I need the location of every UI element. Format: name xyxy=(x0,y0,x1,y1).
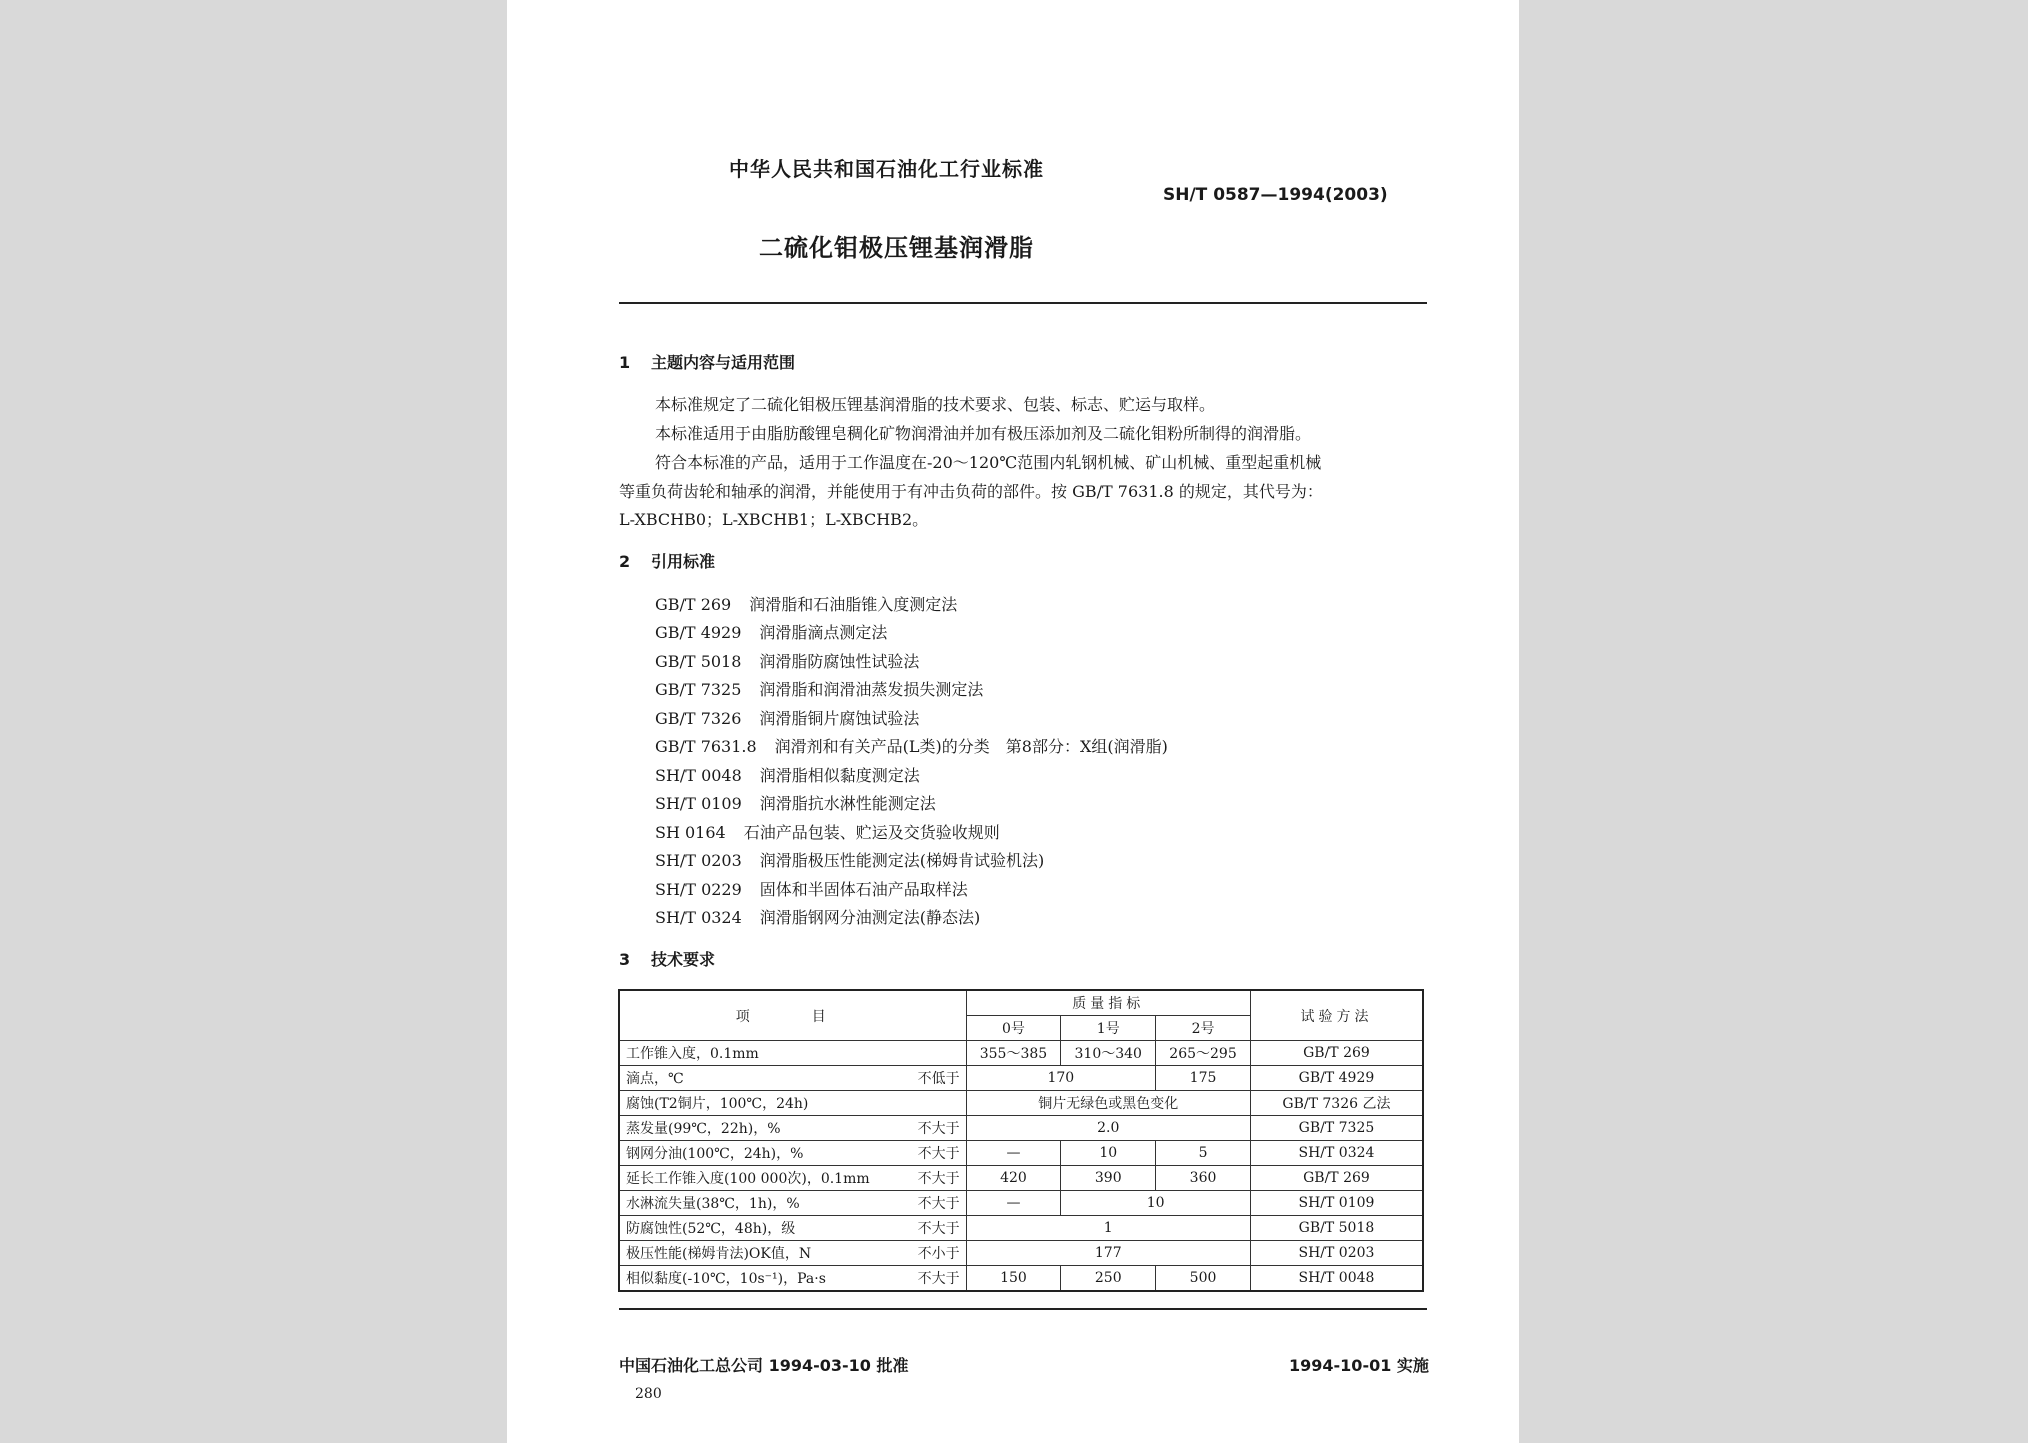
reference-item xyxy=(655,734,1168,757)
effective-date: 1994-10-01 实施 xyxy=(1289,1356,1429,1375)
section-title: 引用标准 xyxy=(651,552,716,571)
value-cell: — xyxy=(966,1141,1061,1166)
reference-item xyxy=(655,820,1000,843)
ministry-heading: 中华人民共和国石油化工行业标准 xyxy=(729,157,1044,181)
standard-code: SH/T 0587—1994(2003) xyxy=(1163,185,1388,205)
value-cell: 265～295 xyxy=(1156,1041,1251,1066)
reference-code: GB/T 4929 xyxy=(655,623,742,642)
table-row xyxy=(619,1216,1423,1241)
method-cell: SH/T 0203 xyxy=(1250,1241,1423,1266)
reference-title: 润滑剂和有关产品(L类)的分类 第8部分：X组(润滑脂) xyxy=(774,737,1168,756)
method-cell: GB/T 7325 xyxy=(1250,1116,1423,1141)
row-item: 钢网分油(100℃，24h)，% 不大于 xyxy=(619,1141,966,1166)
row-item: 防腐蚀性(52℃，48h)，级 不大于 xyxy=(619,1216,966,1241)
section-1-heading xyxy=(619,350,795,373)
reference-code: GB/T 7631.8 xyxy=(655,737,757,756)
value-cell: 420 xyxy=(966,1166,1061,1191)
page-number: 280 xyxy=(635,1386,662,1402)
section-number: 3 xyxy=(619,950,631,969)
section-number: 2 xyxy=(619,552,631,571)
reference-item xyxy=(655,592,957,615)
reference-item xyxy=(655,763,920,786)
reference-item xyxy=(655,791,936,814)
reference-code: SH 0164 xyxy=(655,823,726,842)
header-grade: 1号 xyxy=(1061,1016,1156,1041)
method-cell: GB/T 4929 xyxy=(1250,1066,1423,1091)
reference-code: SH/T 0048 xyxy=(655,766,742,785)
method-cell: SH/T 0324 xyxy=(1250,1141,1423,1166)
row-item: 极压性能(梯姆肯法)OK值，N 不小于 xyxy=(619,1241,966,1266)
table-row xyxy=(619,1041,1423,1066)
value-cell: 500 xyxy=(1156,1266,1251,1292)
reference-title: 润滑脂滴点测定法 xyxy=(759,623,888,642)
reference-item xyxy=(655,877,968,900)
value-cell: 310～340 xyxy=(1061,1041,1156,1066)
reference-item xyxy=(655,649,919,672)
table-row xyxy=(619,1166,1423,1191)
header-grade: 2号 xyxy=(1156,1016,1251,1041)
table-row xyxy=(619,1241,1423,1266)
reference-title: 润滑脂抗水淋性能测定法 xyxy=(759,794,936,813)
document-page xyxy=(507,0,1519,1443)
paragraph: 本标准规定了二硫化钼极压锂基润滑脂的技术要求、包装、标志、贮运与取样。 xyxy=(655,395,1216,414)
table-row xyxy=(619,1191,1423,1216)
reference-title: 润滑脂相似黏度测定法 xyxy=(759,766,920,785)
reference-code: SH/T 0324 xyxy=(655,908,742,927)
header-method: 试验方法 xyxy=(1250,990,1423,1041)
reference-item xyxy=(655,848,1044,871)
method-cell: GB/T 7326 乙法 xyxy=(1250,1091,1423,1116)
value-cell: 铜片无绿色或黑色变化 xyxy=(966,1091,1250,1116)
section-title: 技术要求 xyxy=(651,950,716,969)
section-title: 主题内容与适用范围 xyxy=(651,353,796,372)
method-cell: GB/T 5018 xyxy=(1250,1216,1423,1241)
reference-title: 润滑脂钢网分油测定法(静态法) xyxy=(759,908,981,927)
value-cell: 175 xyxy=(1156,1066,1251,1091)
value-cell: 177 xyxy=(966,1241,1250,1266)
value-cell: 390 xyxy=(1061,1166,1156,1191)
reference-code: GB/T 5018 xyxy=(655,652,742,671)
reference-title: 润滑脂和润滑油蒸发损失测定法 xyxy=(759,680,984,699)
table-row xyxy=(619,1116,1423,1141)
reference-title: 润滑脂防腐蚀性试验法 xyxy=(759,652,920,671)
reference-title: 润滑脂和石油脂锥入度测定法 xyxy=(749,595,958,614)
value-cell: 360 xyxy=(1156,1166,1251,1191)
value-cell: 150 xyxy=(966,1266,1061,1292)
table-row xyxy=(619,1141,1423,1166)
title-divider xyxy=(619,302,1427,304)
reference-title: 固体和半固体石油产品取样法 xyxy=(759,880,968,899)
value-cell: 2.0 xyxy=(966,1116,1250,1141)
method-cell: SH/T 0109 xyxy=(1250,1191,1423,1216)
reference-code: SH/T 0109 xyxy=(655,794,742,813)
value-cell: 1 xyxy=(966,1216,1250,1241)
reference-item xyxy=(655,706,919,729)
method-cell: GB/T 269 xyxy=(1250,1166,1423,1191)
approval-note: 中国石油化工总公司 1994-03-10 批准 xyxy=(619,1356,909,1375)
value-cell: 355～385 xyxy=(966,1041,1061,1066)
row-item: 腐蚀(T2铜片，100℃，24h) xyxy=(619,1091,966,1116)
header-item: 项 目 xyxy=(619,990,966,1041)
value-cell: 250 xyxy=(1061,1266,1156,1292)
table-header-row xyxy=(619,990,1423,1016)
reference-code: GB/T 7326 xyxy=(655,709,742,728)
reference-title: 润滑脂铜片腐蚀试验法 xyxy=(759,709,920,728)
reference-item xyxy=(655,677,983,700)
table-row xyxy=(619,1266,1423,1292)
reference-code: SH/T 0203 xyxy=(655,851,742,870)
reference-item xyxy=(655,905,980,928)
value-cell: — xyxy=(966,1191,1061,1216)
section-2-heading xyxy=(619,549,715,572)
table-row xyxy=(619,1066,1423,1091)
specification-table xyxy=(618,989,1424,1292)
reference-item xyxy=(655,620,887,643)
footer-divider xyxy=(619,1308,1427,1310)
reference-code: SH/T 0229 xyxy=(655,880,742,899)
paragraph-continuation: 等重负荷齿轮和轴承的润滑，并能使用于有冲击负荷的部件。按 GB/T 7631.8 的规定，其代号为： xyxy=(619,482,1323,501)
method-cell: SH/T 0048 xyxy=(1250,1266,1423,1292)
section-number: 1 xyxy=(619,353,631,372)
header-grade: 0号 xyxy=(966,1016,1061,1041)
value-cell: 170 xyxy=(966,1066,1156,1091)
value-cell: 5 xyxy=(1156,1141,1251,1166)
reference-code: GB/T 269 xyxy=(655,595,732,614)
reference-code: GB/T 7325 xyxy=(655,680,742,699)
paragraph: 本标准适用于由脂肪酸锂皂稠化矿物润滑油并加有极压添加剂及二硫化钼粉所制得的润滑脂。 xyxy=(655,424,1312,443)
row-item: 工作锥入度，0.1mm xyxy=(619,1041,966,1066)
header-quality: 质量指标 xyxy=(966,990,1250,1016)
reference-title: 石油产品包装、贮运及交货验收规则 xyxy=(743,823,1000,842)
method-cell: GB/T 269 xyxy=(1250,1041,1423,1066)
paragraph-continuation: L-XBCHB0；L-XBCHB1；L-XBCHB2。 xyxy=(619,510,929,529)
reference-title: 润滑脂极压性能测定法(梯姆肯试验机法) xyxy=(759,851,1045,870)
row-item: 滴点，℃ 不低于 xyxy=(619,1066,966,1091)
row-item: 水淋流失量(38℃，1h)，% 不大于 xyxy=(619,1191,966,1216)
paragraph: 符合本标准的产品，适用于工作温度在-20～120℃范围内轧钢机械、矿山机械、重型起重机械 xyxy=(655,453,1322,472)
section-3-heading xyxy=(619,947,715,970)
row-item: 延长工作锥入度(100 000次)，0.1mm 不大于 xyxy=(619,1166,966,1191)
table-row xyxy=(619,1091,1423,1116)
row-item: 蒸发量(99℃，22h)，% 不大于 xyxy=(619,1116,966,1141)
value-cell: 10 xyxy=(1061,1141,1156,1166)
value-cell: 10 xyxy=(1061,1191,1251,1216)
row-item: 相似黏度(-10℃，10s⁻¹)，Pa·s 不大于 xyxy=(619,1266,966,1292)
document-title: 二硫化钼极压锂基润滑脂 xyxy=(759,234,1034,262)
